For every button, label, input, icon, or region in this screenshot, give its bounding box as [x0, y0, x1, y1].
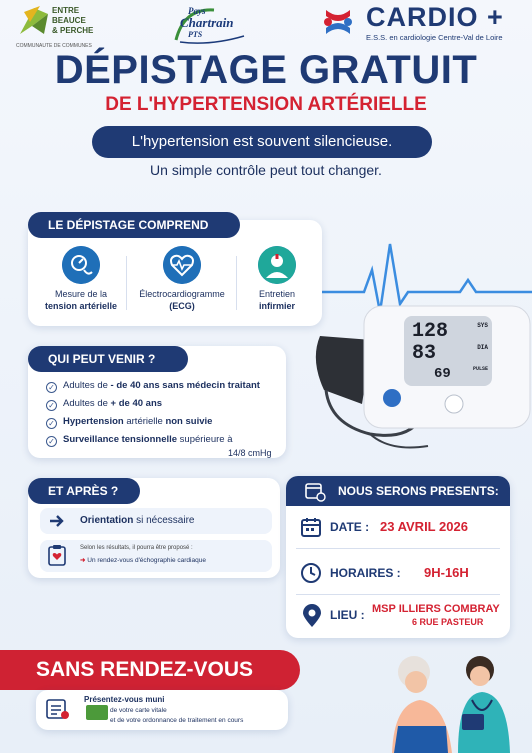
cardio-plus-title: CARDIO + — [366, 2, 504, 32]
after-header: ET APRÈS ? — [28, 478, 140, 504]
calendar-clock-icon — [304, 480, 326, 502]
ecg-heart-icon — [163, 246, 201, 284]
feature-2-line1: Électrocardiogramme — [139, 289, 225, 299]
threshold-value: 14/8 cmHg — [228, 448, 272, 458]
screening-includes-header: LE DÉPISTAGE COMPREND — [28, 212, 240, 238]
bring-title: Présentez-vous muni — [84, 695, 165, 704]
monitor-sys-label: SYS — [477, 322, 488, 329]
monitor-dia-label: DIA — [477, 344, 488, 351]
place-value: MSP ILLIERS COMBRAY — [372, 603, 500, 615]
check-circle-icon: ✓ — [46, 400, 57, 411]
blood-pressure-monitor — [300, 300, 532, 470]
criterion-item: ✓ Hypertension artérielle non suivie — [46, 416, 212, 429]
leaf-logo-icon — [18, 4, 52, 38]
bring-line1: de votre carte vitale — [110, 707, 167, 714]
monitor-pulse-value: 69 — [434, 366, 451, 382]
clock-icon — [300, 562, 322, 584]
feature-3-line2: infirmier — [258, 301, 295, 311]
cardio-plus-mark-icon — [318, 2, 358, 42]
arrow-right-icon — [48, 513, 66, 529]
feature-2-line2: (ECG) — [169, 301, 195, 311]
logo-left-name: ENTRE BEAUCE & PERCHE — [52, 6, 94, 35]
check-circle-icon: ✓ — [46, 418, 57, 429]
nurse-patient-illustration — [370, 640, 532, 753]
info-divider — [296, 594, 500, 595]
orientation-text: Orientation si nécessaire — [80, 515, 195, 526]
logo-cardio-plus — [318, 0, 532, 48]
criterion-item: ✓ Surveillance tensionnelle supérieure à — [46, 434, 233, 447]
logo-mid-line1: Pays — [188, 6, 206, 16]
bring-line2: et de votre ordonnance de traitement en cours — [110, 717, 244, 724]
silent-pill: L'hypertension est souvent silencieuse. — [92, 126, 432, 158]
feature-nurse — [236, 246, 318, 312]
feature-1-line1: Mesure de la — [54, 289, 108, 299]
vitale-card-icon — [86, 705, 108, 720]
feature-3-line1: Entretien — [258, 289, 296, 299]
tagline: Un simple contrôle peut tout changer. — [150, 162, 382, 178]
feature-divider — [126, 256, 127, 310]
feature-blood-pressure — [36, 246, 126, 312]
info-divider — [296, 548, 500, 549]
feature-ecg — [134, 246, 230, 312]
cardio-plus-subtitle: E.S.S. en cardiologie Centre-Val de Loire — [366, 33, 503, 42]
hours-label: HORAIRES : — [330, 566, 401, 580]
page-title: DÉPISTAGE GRATUIT — [54, 48, 478, 92]
logo-mid-line3: PTS — [188, 30, 203, 39]
results-text: Selon les résultats, il pourra être proposé : — [80, 545, 193, 551]
blood-pressure-icon — [62, 246, 100, 284]
hours-value: 9H-16H — [424, 565, 469, 580]
page-subtitle: DE L'HYPERTENSION ARTÉRIELLE — [105, 94, 427, 115]
echo-text: ➜ Un rendez-vous d'échographie cardiaque — [80, 557, 206, 564]
clipboard-heart-icon — [48, 544, 66, 566]
monitor-dia-value: 83 — [412, 342, 437, 365]
logo-entre-beauce-perche — [12, 4, 92, 50]
event-info-header: NOUS SERONS PRESENTS: — [286, 476, 510, 506]
red-arrow-icon: ➜ — [80, 557, 88, 564]
place-address: 6 RUE PASTEUR — [412, 617, 484, 627]
check-circle-icon: ✓ — [46, 382, 57, 393]
logo-pays-chartrain — [170, 2, 250, 48]
who-can-come-header: QUI PEUT VENIR ? — [28, 346, 188, 372]
check-circle-icon: ✓ — [46, 436, 57, 447]
logo-left-sub: COMMUNAUTE DE COMMUNES — [16, 43, 92, 49]
no-appointment-banner: SANS RENDEZ-VOUS — [0, 650, 300, 690]
location-pin-icon — [302, 604, 322, 628]
nurse-icon — [258, 246, 296, 284]
monitor-sys-value: 128 — [412, 320, 449, 343]
criterion-item: ✓ Adultes de + de 40 ans — [46, 398, 162, 411]
monitor-pulse-label: PULSE — [472, 366, 488, 372]
date-value: 23 AVRIL 2026 — [380, 519, 468, 534]
logo-mid-line2: Chartrain — [180, 15, 234, 30]
place-label: LIEU : — [330, 608, 365, 622]
criterion-item: ✓ Adultes de - de 40 ans sans médecin traitant — [46, 380, 260, 393]
calendar-icon — [300, 516, 322, 538]
document-icon — [46, 698, 70, 720]
feature-1-line2: tension artérielle — [44, 301, 118, 311]
date-label: DATE : — [330, 520, 370, 534]
